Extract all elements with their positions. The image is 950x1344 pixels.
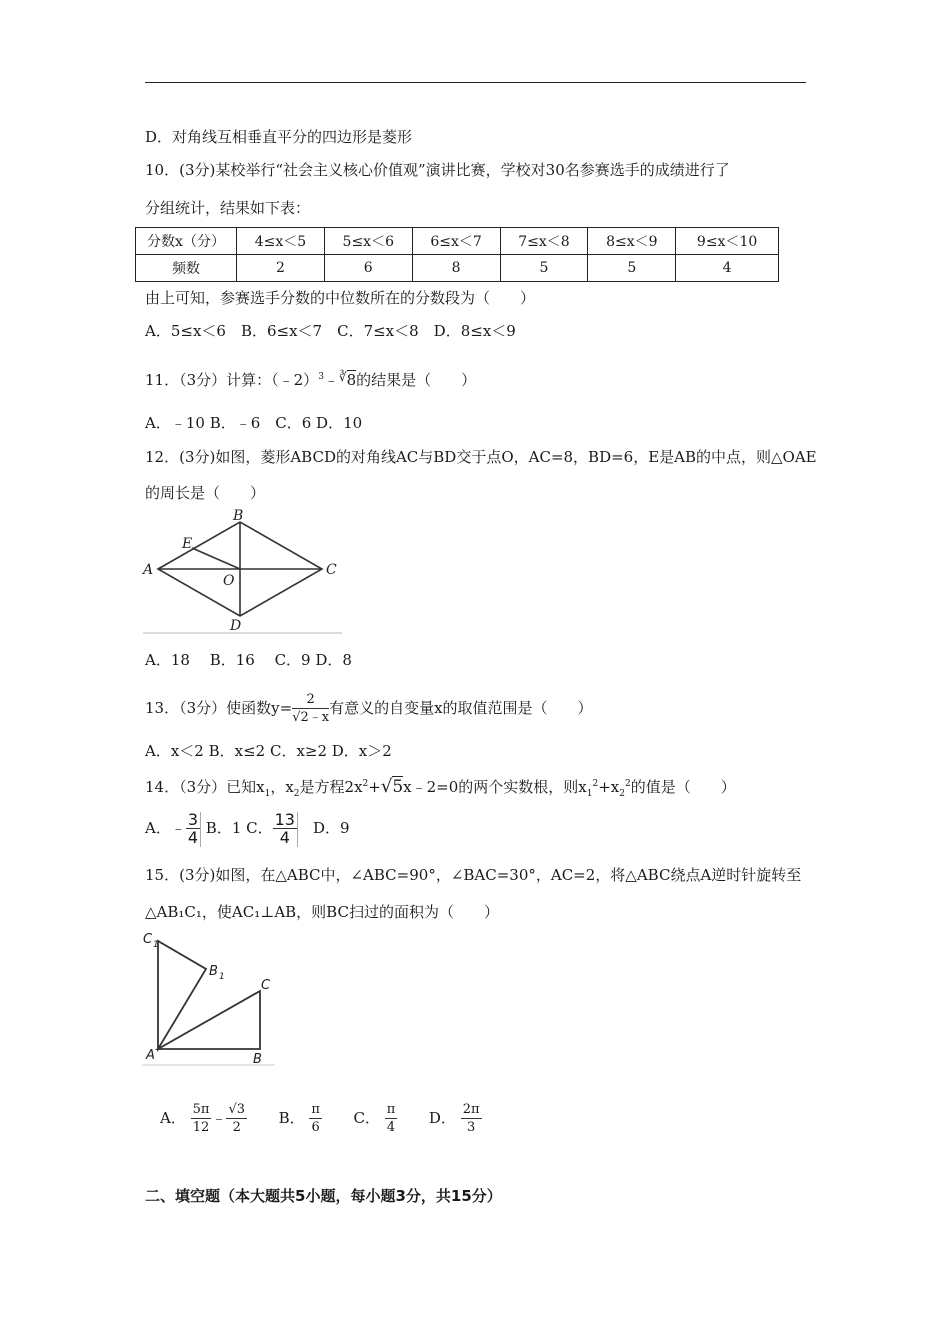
q14-frac-a bbox=[186, 809, 201, 847]
q10-stem-line2: 分组统计，结果如下表： bbox=[145, 199, 311, 217]
q15-minus: ﹣ bbox=[211, 1109, 227, 1127]
q14-text-a: 14．（3分）已知x bbox=[145, 778, 265, 796]
frac-num: √3 bbox=[228, 1101, 246, 1117]
frac-den: 6 bbox=[311, 1119, 320, 1135]
label-e: E bbox=[182, 536, 193, 552]
q15-frac-a2 bbox=[226, 1102, 247, 1137]
rhombus-figure bbox=[140, 508, 345, 636]
q15-opt-a: A． bbox=[160, 1109, 186, 1127]
q9-option-d: D．对角线互相垂直平分的四边形是菱形 bbox=[145, 128, 413, 146]
q11-radicand: 8 bbox=[346, 371, 357, 389]
table-cell: 5 bbox=[500, 255, 588, 282]
q14-sub: 1 bbox=[264, 789, 271, 799]
q12-options: A．18 B．16 C．9 D．8 bbox=[145, 651, 352, 669]
cube-root-sign: ∛ bbox=[338, 370, 347, 384]
q13-text-b: 有意义的自变量x的取值范围是（ ） bbox=[329, 699, 593, 717]
q15-frac-a1 bbox=[191, 1102, 212, 1137]
rotation-figure bbox=[140, 927, 280, 1067]
q15-frac-b bbox=[309, 1102, 322, 1137]
sqrt-sign: √ bbox=[380, 776, 393, 797]
table-header-row bbox=[136, 228, 779, 255]
q14-text-d: + bbox=[368, 778, 381, 796]
q14-text-e: x﹣2=0的两个实数根，则x bbox=[403, 778, 587, 796]
q10-question: 由上可知，参赛选手分数的中位数所在的分数段为（ ） bbox=[145, 289, 536, 307]
triangle-abc bbox=[158, 991, 260, 1049]
q11-text-a: 11．（3分）计算：（﹣2） bbox=[145, 371, 319, 389]
label-c: C bbox=[326, 562, 337, 578]
q15-stem-line1: 15．(3分)如图，在△ABC中，∠ABC=90°，∠BAC=30°，AC=2，将△ABC绕点A逆时针旋转至 bbox=[145, 866, 802, 884]
label-b1-sub: 1 bbox=[219, 972, 225, 982]
q14-opt-a: A．﹣ bbox=[145, 819, 186, 837]
table-cell: 频数 bbox=[136, 255, 237, 282]
table-cell: 4≤x＜5 bbox=[237, 228, 325, 255]
q14-sub: 2 bbox=[619, 789, 625, 799]
q14-sub: 1 bbox=[586, 789, 593, 799]
frac-den: 4 bbox=[279, 827, 290, 847]
q10-options: A．5≤x＜6 B．6≤x＜7 C．7≤x＜8 D．8≤x＜9 bbox=[145, 322, 516, 340]
q13-text-a: 13．（3分）使函数y= bbox=[145, 699, 293, 717]
q14-radicand: 5 bbox=[392, 777, 404, 797]
frac-den: 12 bbox=[192, 1119, 210, 1135]
q14-text-c: 是方程2x bbox=[299, 778, 363, 796]
q14-sub: 2 bbox=[293, 789, 300, 799]
header-rule bbox=[145, 82, 806, 83]
frac-num: 13 bbox=[274, 809, 295, 829]
q15-opt-d: D． bbox=[428, 1109, 456, 1127]
q14-text-b: ，x bbox=[270, 778, 294, 796]
q13-options: A．x＜2 B．x≤2 C．x≥2 D．x＞2 bbox=[145, 742, 392, 760]
label-c1-sub: 1 bbox=[153, 940, 159, 950]
table-cell: 9≤x＜10 bbox=[676, 228, 779, 255]
label-c: C bbox=[261, 978, 271, 993]
section-heading: 二、填空题（本大题共5小题，每小题3分，共15分） bbox=[145, 1187, 502, 1205]
q14-opt-b: B．1 C． bbox=[201, 819, 273, 837]
frac-num: 3 bbox=[187, 809, 199, 829]
table-cell: 5≤x＜6 bbox=[324, 228, 412, 255]
table-cell: 8 bbox=[412, 255, 500, 282]
label-b: B bbox=[253, 1052, 262, 1067]
label-a: A bbox=[146, 1048, 155, 1063]
q14-sup: 2 bbox=[592, 779, 599, 789]
table-cell: 2 bbox=[237, 255, 325, 282]
q14-text-g: 的值是（ ） bbox=[630, 778, 736, 796]
label-d: D bbox=[230, 618, 242, 634]
q11-text-c: 的结果是（ ） bbox=[356, 371, 477, 389]
table-cell: 分数x（分） bbox=[136, 228, 237, 255]
q14-text-f: +x bbox=[598, 778, 620, 796]
label-b1: B bbox=[209, 964, 218, 979]
table-cell: 6 bbox=[324, 255, 412, 282]
label-c1: C bbox=[143, 932, 153, 947]
q14-options bbox=[145, 808, 350, 848]
q12-stem-line1: 12．(3分)如图，菱形ABCD的对角线AC与BD交于点O，AC=8，BD=6，E是AB的中点，则△OAE bbox=[145, 448, 817, 466]
triangle-ab1c1 bbox=[158, 941, 206, 1049]
frac-num: 2π bbox=[462, 1101, 480, 1117]
q14-stem bbox=[145, 774, 736, 804]
q15-opt-b: B． bbox=[278, 1109, 305, 1127]
q15-frac-d bbox=[461, 1102, 482, 1137]
q12-stem-line2: 的周长是（ ） bbox=[145, 484, 266, 502]
q10-stem-line1: 10．(3分)某校举行“社会主义核心价值观”演讲比赛，学校对30名参赛选手的成绩进行了 bbox=[145, 161, 730, 179]
q15-options bbox=[160, 1096, 482, 1140]
table-cell: 7≤x＜8 bbox=[500, 228, 588, 255]
q11-options: A．﹣10 B．﹣6 C．6 D．10 bbox=[145, 414, 363, 432]
table-cell: 5 bbox=[588, 255, 676, 282]
q13-frac-num: 2 bbox=[292, 692, 329, 709]
q15-frac-c bbox=[385, 1102, 398, 1137]
table-cell: 6≤x＜7 bbox=[412, 228, 500, 255]
q13-stem bbox=[145, 690, 593, 727]
segment-oe bbox=[192, 548, 240, 569]
q15-stem-line2: △AB₁C₁，使AC₁⊥AB，则BC扫过的面积为（ ） bbox=[145, 903, 499, 921]
q14-sup: 2 bbox=[362, 779, 369, 789]
frac-num: π bbox=[386, 1101, 396, 1117]
q11-stem bbox=[145, 367, 476, 390]
label-a: A bbox=[143, 562, 154, 578]
q14-frac-c bbox=[273, 809, 298, 847]
frac-num: π bbox=[311, 1101, 320, 1117]
frac-den: 4 bbox=[386, 1119, 396, 1135]
table-cell: 8≤x＜9 bbox=[588, 228, 676, 255]
frac-den: 3 bbox=[466, 1119, 476, 1135]
frequency-table bbox=[135, 227, 779, 282]
q13-fraction bbox=[292, 692, 329, 727]
q15-opt-c: C． bbox=[353, 1109, 380, 1127]
q13-frac-den: √2﹣x bbox=[292, 709, 330, 725]
q14-sup: 2 bbox=[624, 779, 631, 789]
frac-den: 2 bbox=[232, 1119, 241, 1135]
label-o: O bbox=[223, 573, 235, 589]
q14-opt-d: D．9 bbox=[297, 819, 350, 837]
label-b: B bbox=[233, 508, 244, 524]
frac-num: 5π bbox=[192, 1101, 210, 1117]
q11-text-b: ﹣ bbox=[323, 371, 339, 389]
frac-den: 4 bbox=[187, 827, 199, 847]
table-cell: 4 bbox=[676, 255, 779, 282]
q11-exponent: 3 bbox=[318, 372, 324, 382]
table-row bbox=[136, 255, 779, 282]
